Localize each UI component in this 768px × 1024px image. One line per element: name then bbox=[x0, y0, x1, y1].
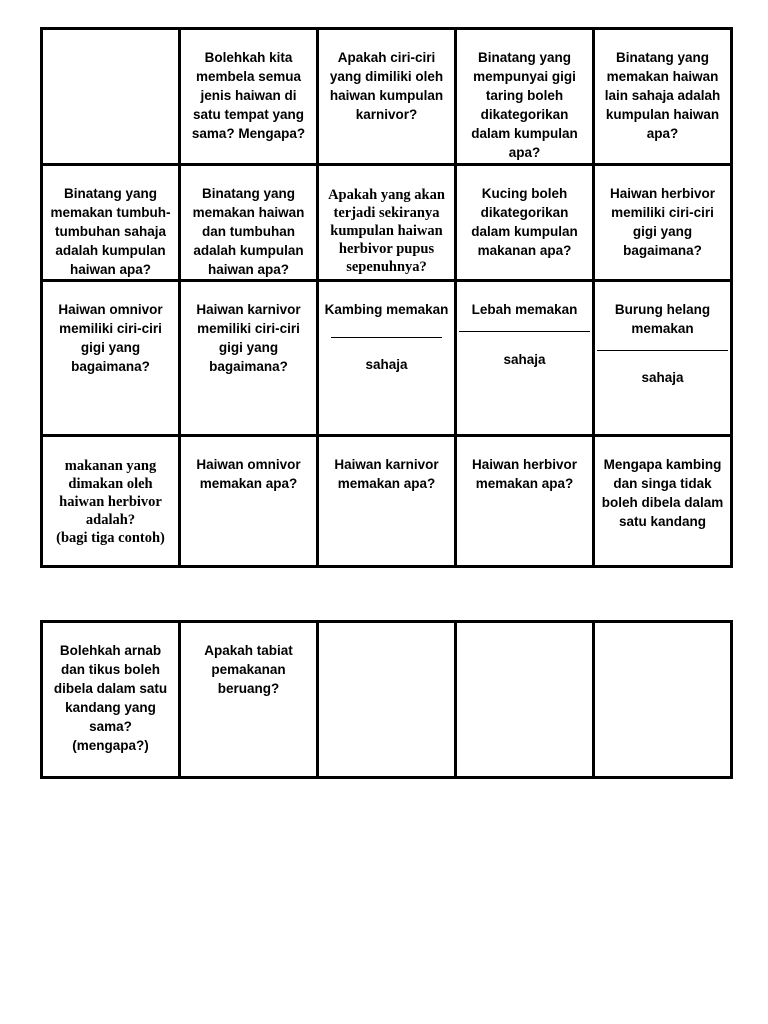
card-question: Binatang yang memakan haiwan dan tumbuhan adalah kumpulan haiwan apa? bbox=[180, 165, 318, 281]
fill-burung: Burung helang memakan sahaja bbox=[595, 282, 730, 387]
card-question: Haiwan karnivor memiliki ciri-ciri gigi yang bagaimana? bbox=[180, 281, 318, 436]
card-question: Apakah yang akan terjadi sekiranya kumpulan haiwan herbivor pupus sepenuhnya? bbox=[318, 165, 456, 281]
card-question: Binatang yang memakan tumbuh- tumbuhan sahaja adalah kumpulan haiwan apa? bbox=[42, 165, 180, 281]
question-card-table-2 bbox=[40, 620, 733, 779]
card-empty bbox=[42, 29, 180, 165]
card-question: Mengapa kambing dan singa tidak boleh dibela dalam satu kandang bbox=[594, 436, 732, 567]
card-question: Bolehkah arnab dan tikus boleh dibela dalam satu kandang yang sama? (mengapa?) bbox=[42, 622, 180, 778]
card-question: Apakah tabiat pemakanan beruang? bbox=[180, 622, 318, 778]
card-question: makanan yang dimakan oleh haiwan herbivor adalah? (bagi tiga contoh) bbox=[42, 436, 180, 567]
card-question: Haiwan herbivor memiliki ciri-ciri gigi yang bagaimana? bbox=[594, 165, 732, 281]
card-question: Binatang yang mempunyai gigi taring boleh dikategorikan dalam kumpulan apa? bbox=[456, 29, 594, 165]
card-row-5 bbox=[42, 622, 732, 778]
card-row-2 bbox=[42, 165, 732, 281]
card-empty bbox=[318, 622, 456, 778]
answer-blank-line bbox=[459, 319, 590, 332]
fill-kambing: Kambing memakan sahaja bbox=[324, 302, 449, 372]
card-question: Binatang yang memakan haiwan lain sahaja adalah kumpulan haiwan apa? bbox=[594, 29, 732, 165]
answer-blank-line bbox=[331, 319, 442, 338]
card-row-3 bbox=[42, 281, 732, 436]
card-question: Haiwan omnivor memakan apa? bbox=[180, 436, 318, 567]
question-card-table-1 bbox=[40, 27, 733, 568]
card-question: Kucing boleh dikategorikan dalam kumpulan makanan apa? bbox=[456, 165, 594, 281]
card-empty bbox=[594, 622, 732, 778]
card-row-1 bbox=[42, 29, 732, 165]
card-question: Haiwan karnivor memakan apa? bbox=[318, 436, 456, 567]
fill-lebah: Lebah memakan sahaja bbox=[457, 282, 592, 369]
card-fill-in-blank bbox=[456, 281, 594, 436]
card-row-4 bbox=[42, 436, 732, 567]
answer-blank-line bbox=[597, 338, 728, 351]
card-question: Bolehkah kita membela semua jenis haiwan di satu tempat yang sama? Mengapa? bbox=[180, 29, 318, 165]
card-empty bbox=[456, 622, 594, 778]
card-fill-in-blank bbox=[594, 281, 732, 436]
card-question: Apakah ciri-ciri yang dimiliki oleh haiwan kumpulan karnivor? bbox=[318, 29, 456, 165]
card-fill-in-blank bbox=[318, 281, 456, 436]
card-question: Haiwan omnivor memiliki ciri-ciri gigi yang bagaimana? bbox=[42, 281, 180, 436]
card-question: Haiwan herbivor memakan apa? bbox=[456, 436, 594, 567]
